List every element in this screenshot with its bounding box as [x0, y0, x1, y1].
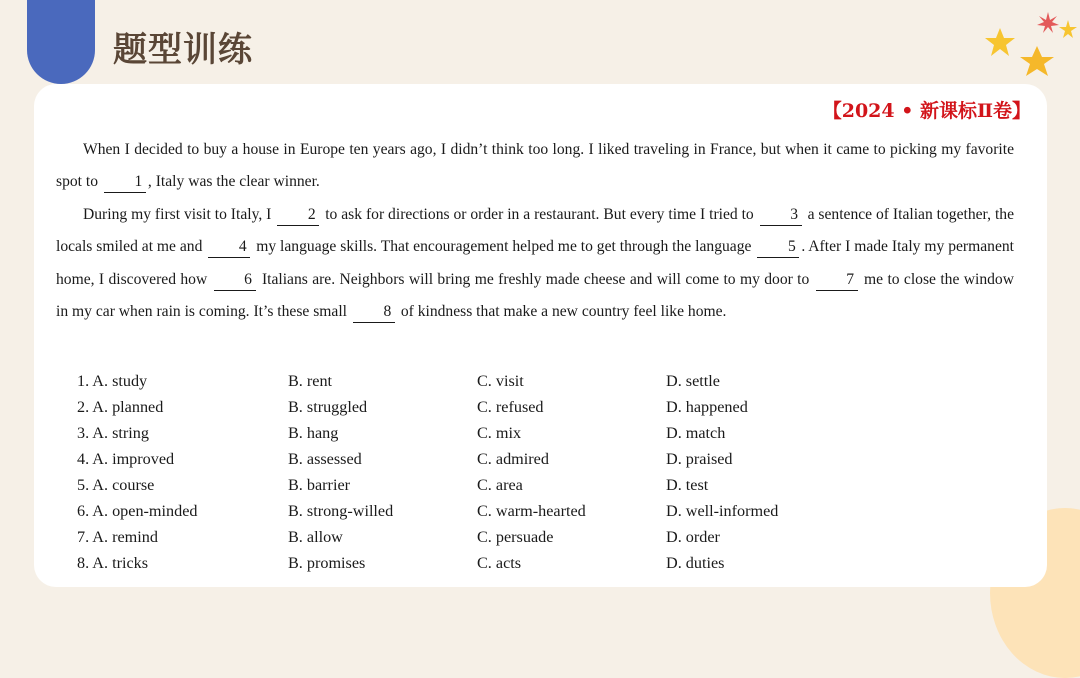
- option-b: B. promises: [288, 553, 366, 572]
- option-d: D. duties: [666, 553, 725, 572]
- blank-1: 1: [104, 172, 146, 193]
- passage-text: to ask for directions or order in a restaurant. But every time I tried to: [321, 205, 758, 223]
- option-a: 8. A. tricks: [77, 553, 149, 572]
- option-b: B. struggled: [288, 398, 368, 417]
- option-c: C. area: [477, 476, 523, 494]
- option-b: B. allow: [288, 527, 343, 546]
- option-row: [77, 421, 866, 447]
- option-b: B. assessed: [288, 450, 362, 469]
- option-d: D. test: [666, 476, 709, 494]
- option-row: [77, 395, 866, 421]
- stars-decoration: [960, 0, 1080, 90]
- passage-text: During my first visit to Italy, I: [83, 205, 276, 223]
- option-c: C. admired: [477, 450, 549, 469]
- blank-5: 5: [757, 237, 799, 258]
- option-c: C. visit: [477, 372, 524, 391]
- option-row: [77, 447, 866, 473]
- star-icon: [1037, 12, 1059, 33]
- passage-text: me to close the window in my car when rain is coming. It’s these small: [56, 270, 1014, 321]
- option-c: C. acts: [477, 553, 522, 572]
- blank-4: 4: [208, 237, 250, 258]
- star-icon: [1020, 46, 1054, 76]
- passage-text: Italians are. Neighbors will bring me freshly made cheese and will come to my door to: [257, 270, 814, 288]
- paragraph-1: [56, 134, 1014, 199]
- option-d: D. well-informed: [666, 501, 779, 520]
- option-c: C. refused: [477, 398, 544, 417]
- option-c: C. warm-hearted: [477, 501, 586, 520]
- option-a: 4. A. improved: [77, 450, 175, 469]
- option-row: [77, 369, 866, 395]
- option-b: B. rent: [288, 372, 333, 391]
- passage-text: When I decided to buy a house in Europe ten years ago, I didn’t think too long. I liked traveling in France, but when it came to picking my favorite spot to: [56, 141, 1014, 191]
- option-a: 6. A. open-minded: [77, 501, 198, 520]
- option-a: 2. A. planned: [77, 398, 164, 417]
- blank-8: 8: [353, 302, 395, 323]
- cloze-passage: [56, 134, 1014, 328]
- option-c: C. persuade: [477, 527, 554, 546]
- option-b: B. strong-willed: [288, 501, 394, 520]
- option-d: D. happened: [666, 398, 748, 417]
- option-a: 3. A. string: [77, 424, 149, 443]
- blank-2: 2: [277, 205, 319, 226]
- option-a: 5. A. course: [77, 476, 155, 494]
- passage-text: my language skills. That encouragement helped me to get through the language: [252, 238, 756, 256]
- option-b: B. hang: [288, 424, 339, 443]
- option-d: D. order: [666, 527, 720, 546]
- blank-3: 3: [760, 205, 802, 226]
- option-a: 7. A. remind: [77, 527, 158, 546]
- passage-text: of kindness that make a new country feel like home.: [396, 303, 727, 321]
- option-row: [77, 524, 866, 550]
- option-row: [77, 498, 866, 524]
- passage-text: . After I made Italy my permanent home, I discovered how: [56, 238, 1015, 288]
- option-row: [77, 473, 866, 499]
- source-tag: 【2024 • 新课标Ⅱ卷】: [822, 100, 1031, 122]
- option-d: D. match: [666, 424, 726, 443]
- answer-options: [77, 369, 866, 576]
- passage-text: a sentence of Italian together, the locals smiled at me and: [56, 205, 1014, 256]
- passage-text: , Italy was the clear winner.: [147, 173, 320, 191]
- star-icon: [1059, 20, 1077, 38]
- page-title: 题型训练: [113, 30, 253, 70]
- decorative-tab: [27, 0, 95, 84]
- option-d: D. settle: [666, 372, 720, 391]
- star-icon: [985, 28, 1015, 56]
- option-c: C. mix: [477, 424, 522, 443]
- blank-6: 6: [214, 270, 256, 291]
- blank-7: 7: [816, 270, 858, 291]
- option-a: 1. A. study: [77, 372, 148, 391]
- option-row: [77, 550, 866, 576]
- paragraph-2: [56, 199, 1014, 329]
- option-d: D. praised: [666, 450, 733, 469]
- content-card: [34, 84, 1047, 587]
- option-b: B. barrier: [288, 476, 351, 494]
